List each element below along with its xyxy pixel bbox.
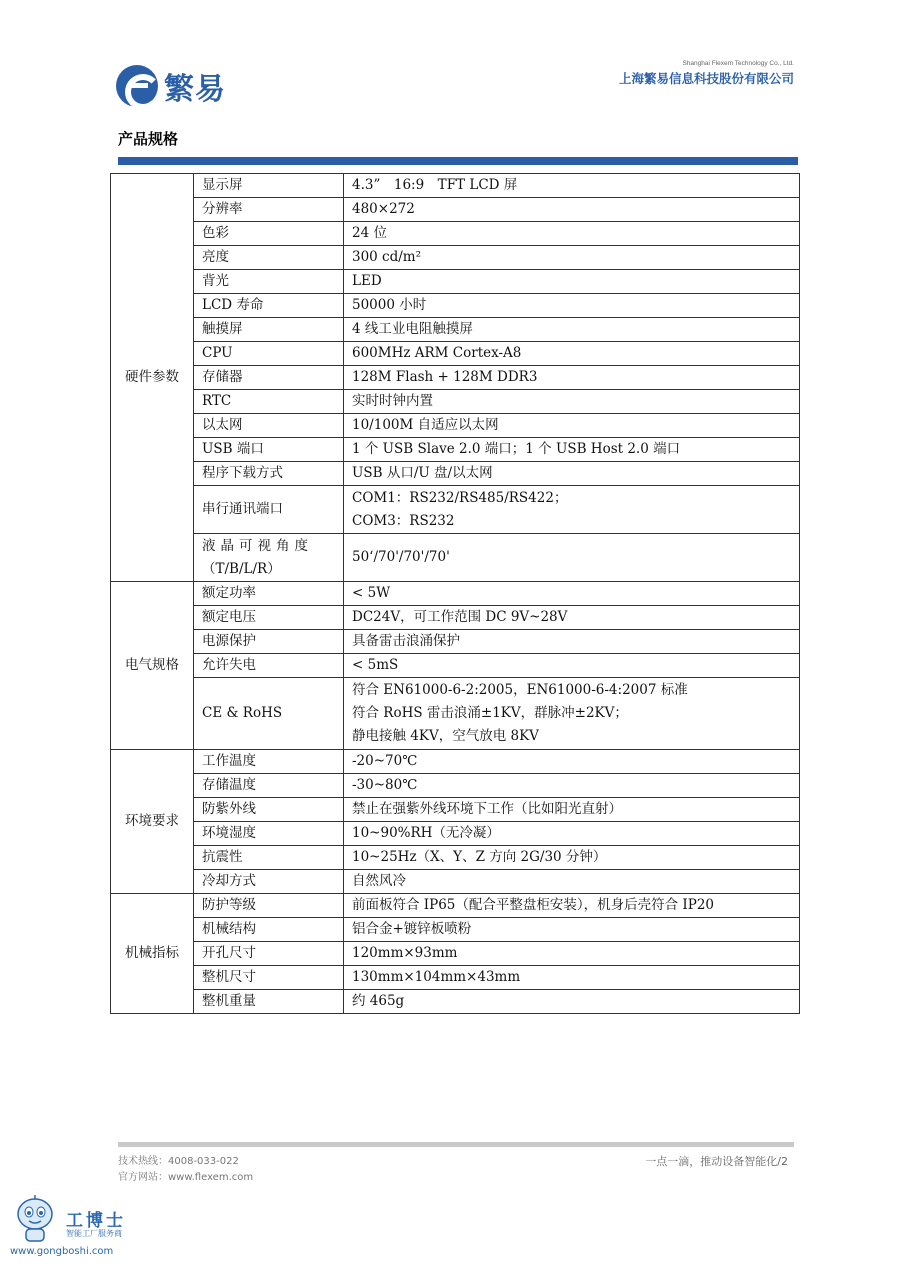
param-label: USB 端口: [194, 438, 344, 462]
param-label: 额定功率: [194, 582, 344, 606]
title-divider-bar: [118, 157, 798, 165]
table-row: [111, 486, 800, 534]
table-row: [111, 414, 800, 438]
param-value: 实时时钟内置: [344, 390, 800, 414]
footer-slogan: 一点一滴，推动设备智能化/2: [645, 1155, 788, 1168]
value-line: 符合 RoHS 雷击浪涌±1KV，群脉冲±2KV；: [352, 705, 628, 721]
param-value: DC24V，可工作范围 DC 9V~28V: [344, 606, 800, 630]
table-row: [111, 270, 800, 294]
table-row: [111, 294, 800, 318]
param-value: < 5W: [344, 582, 800, 606]
param-value: 铝合金+镀锌板喷粉: [344, 918, 800, 942]
table-row: [111, 846, 800, 870]
section-title: 产品规格: [118, 130, 179, 148]
group-label-electrical: 电气规格: [111, 582, 194, 750]
group-label-mechanical: 机械指标: [111, 894, 194, 1014]
param-label: 整机重量: [194, 990, 344, 1014]
param-label: 触摸屏: [194, 318, 344, 342]
param-label: 显示屏: [194, 174, 344, 198]
group-label-hardware: 硬件参数: [111, 174, 194, 582]
table-row: [111, 582, 800, 606]
param-value: 10/100M 自适应以太网: [344, 414, 800, 438]
table-row: [111, 366, 800, 390]
watermark-subtitle: 智能工厂服务商: [66, 1229, 122, 1238]
param-label: CE & RoHS: [194, 678, 344, 750]
param-value: 50‘/70'/70'/70': [344, 534, 800, 582]
param-value: -20~70℃: [344, 750, 800, 774]
table-row: [111, 606, 800, 630]
param-label: 色彩: [194, 222, 344, 246]
param-label: RTC: [194, 390, 344, 414]
group-label-environment: 环境要求: [111, 750, 194, 894]
table-row: [111, 390, 800, 414]
table-row: [111, 198, 800, 222]
spec-table: [110, 173, 800, 1014]
param-value: 300 cd/m²: [344, 246, 800, 270]
param-label: 防紫外线: [194, 798, 344, 822]
param-value: 禁止在强紫外线环境下工作（比如阳光直射）: [344, 798, 800, 822]
param-value: 1 个 USB Slave 2.0 端口；1 个 USB Host 2.0 端口: [344, 438, 800, 462]
param-label: 环境湿度: [194, 822, 344, 846]
param-label: 允许失电: [194, 654, 344, 678]
param-label: 机械结构: [194, 918, 344, 942]
param-value: LED: [344, 270, 800, 294]
table-row: [111, 990, 800, 1014]
param-label: 额定电压: [194, 606, 344, 630]
param-label: CPU: [194, 342, 344, 366]
param-label: 冷却方式: [194, 870, 344, 894]
company-name: [619, 60, 794, 87]
param-line: （T/B/L/R）: [202, 560, 281, 577]
param-label: 存储温度: [194, 774, 344, 798]
param-label: 分辨率: [194, 198, 344, 222]
param-value: 10~90%RH（无冷凝）: [344, 822, 800, 846]
table-row: [111, 462, 800, 486]
param-label: 以太网: [194, 414, 344, 438]
footer-contact: [118, 1154, 253, 1186]
param-label: 存储器: [194, 366, 344, 390]
table-row: [111, 894, 800, 918]
param-label: 程序下载方式: [194, 462, 344, 486]
watermark-title: 工博士: [66, 1211, 126, 1231]
param-value: 128M Flash + 128M DDR3: [344, 366, 800, 390]
param-value: < 5mS: [344, 654, 800, 678]
table-row: [111, 822, 800, 846]
watermark-url: www.gongboshi.com: [10, 1246, 114, 1257]
param-label-multiline: [194, 534, 344, 582]
param-label: 开孔尺寸: [194, 942, 344, 966]
param-value: -30~80℃: [344, 774, 800, 798]
table-row: [111, 318, 800, 342]
param-value: 自然风冷: [344, 870, 800, 894]
param-value: 120mm×93mm: [344, 942, 800, 966]
param-value: 约 465g: [344, 990, 800, 1014]
param-label: 抗震性: [194, 846, 344, 870]
table-row: [111, 222, 800, 246]
param-value: 4.3” 16:9 TFT LCD 屏: [344, 174, 800, 198]
param-value: 具备雷击浪涌保护: [344, 630, 800, 654]
footer-hotline: 技术热线：4008-033-022: [118, 1156, 239, 1167]
param-label: 亮度: [194, 246, 344, 270]
flexem-logo: [116, 62, 226, 110]
robot-mascot-icon: [12, 1194, 58, 1244]
footer-divider: [118, 1142, 794, 1147]
table-row: [111, 870, 800, 894]
param-label: 串行通讯端口: [194, 486, 344, 534]
value-line: COM3：RS232: [352, 512, 455, 529]
table-row: [111, 798, 800, 822]
table-row: [111, 246, 800, 270]
param-label: 防护等级: [194, 894, 344, 918]
value-line: COM1：RS232/RS485/RS422；: [352, 489, 568, 506]
param-value: 130mm×104mm×43mm: [344, 966, 800, 990]
value-line: 静电接触 4KV，空气放电 8KV: [352, 728, 539, 744]
table-row: [111, 630, 800, 654]
param-label: 背光: [194, 270, 344, 294]
gongboshi-watermark: [10, 1192, 160, 1262]
param-label: LCD 寿命: [194, 294, 344, 318]
param-label: 工作温度: [194, 750, 344, 774]
param-label: 电源保护: [194, 630, 344, 654]
table-row: [111, 438, 800, 462]
param-label: 整机尺寸: [194, 966, 344, 990]
flexem-logo-mark-icon: [116, 65, 158, 107]
table-row: [111, 966, 800, 990]
param-value: 600MHz ARM Cortex-A8: [344, 342, 800, 366]
param-value-multiline: [344, 678, 800, 750]
param-value: 50000 小时: [344, 294, 800, 318]
table-row: [111, 942, 800, 966]
table-row: [111, 654, 800, 678]
table-row: [111, 918, 800, 942]
param-value: 480×272: [344, 198, 800, 222]
footer-website[interactable]: 官方网站：www.flexem.com: [118, 1172, 254, 1183]
table-row: [111, 534, 800, 582]
company-name-cn: 上海繁易信息科技股份有限公司: [618, 71, 794, 86]
param-line: 液晶可视角度: [202, 537, 313, 554]
param-value-multiline: [344, 486, 800, 534]
logo-text: 繁易: [164, 72, 226, 107]
value-line: 符合 EN61000-6-2:2005，EN61000-6-4:2007 标准: [352, 682, 688, 698]
table-row: [111, 750, 800, 774]
table-row: [111, 174, 800, 198]
param-value: 前面板符合 IP65（配合平整盘柜安装），机身后壳符合 IP20: [344, 894, 800, 918]
table-row: [111, 678, 800, 750]
param-value: USB 从口/U 盘/以太网: [344, 462, 800, 486]
table-row: [111, 342, 800, 366]
param-value: 24 位: [344, 222, 800, 246]
table-row: [111, 774, 800, 798]
param-value: 4 线工业电阻触摸屏: [344, 318, 800, 342]
param-value: 10~25Hz（X、Y、Z 方向 2G/30 分钟）: [344, 846, 800, 870]
company-name-en: Shanghai Flexem Technology Co., Ltd.: [682, 60, 794, 67]
